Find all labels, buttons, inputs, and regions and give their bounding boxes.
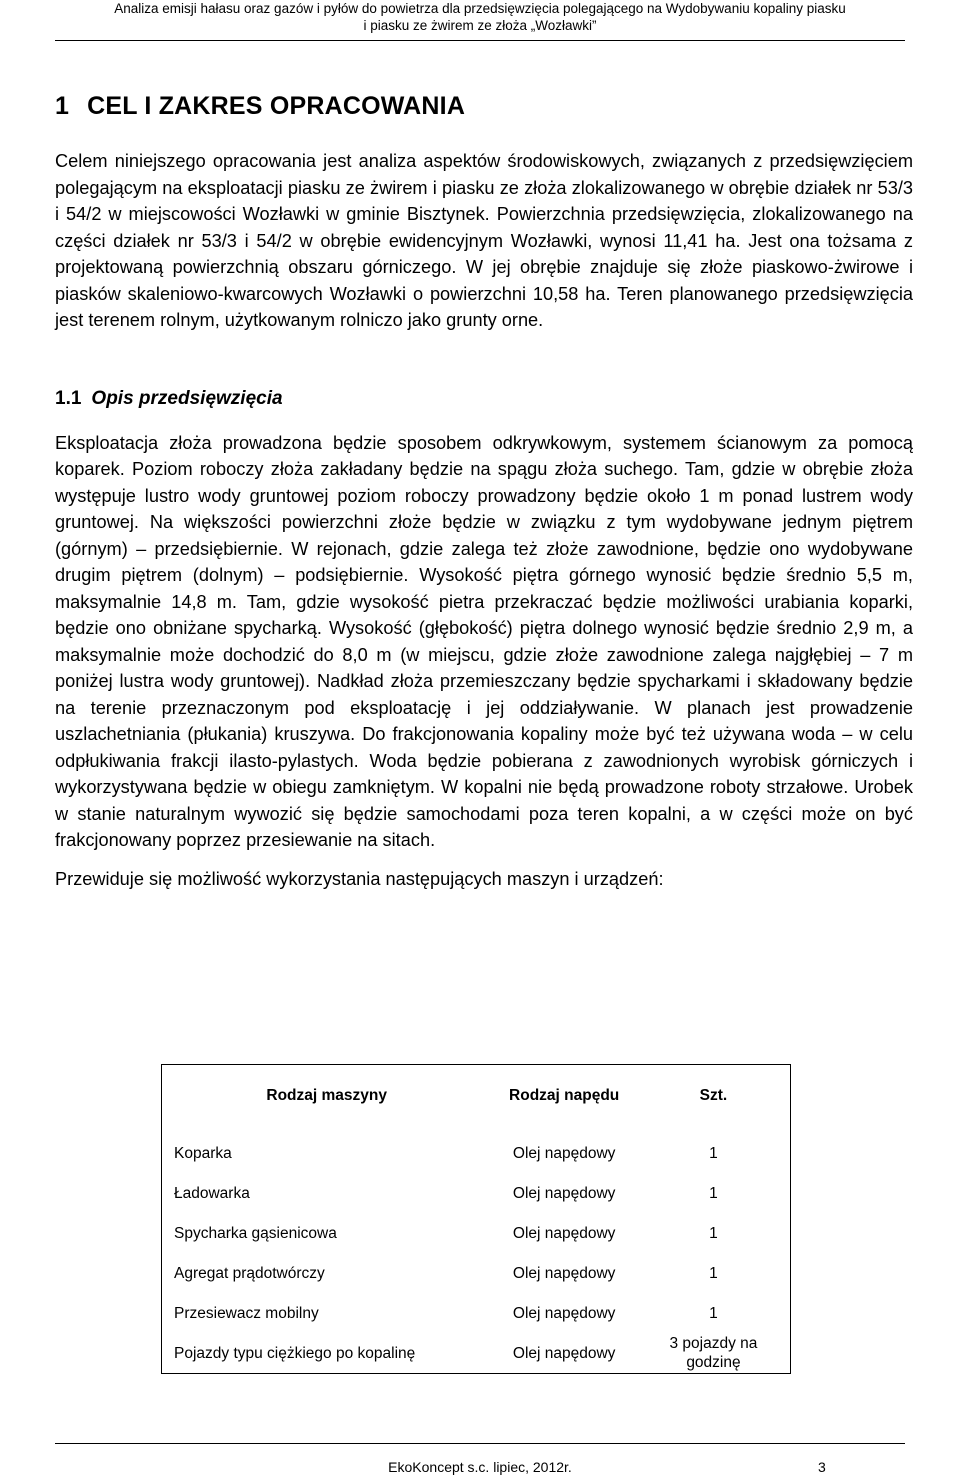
machine-quantity: 1 <box>709 1144 718 1162</box>
subsection-number: 1.1 <box>55 387 82 409</box>
subsection-body-paragraph: Eksploatacja złoża prowadzona będzie sposobem odkrywkowym, systemem ścianowym za pomocą koparek. Poziom roboczy złoża zakładany będzie na spągu złoża suchego. Tam, gdzie w obrębie złoża występuje lustro wody gruntowej poziom roboczy prowadzony będzie około 1 m ponad lustrem wody gruntowej. Na większości powierzchni złoże będzie w związku z tym wydobywane jednym piętrem (górnym) – przedsiębiernie. W rejonach, gdzie zalega też złoże zawodnione, będzie ono wydobywane drugim piętrem (dolnym) – podsiębiernie. Wysokość piętra górnego wynosić będzie średnio 5,5 m, maksymalnie 14,8 m. Tam, gdzie wysokość pietra przekraczać będzie możliwości urabiania koparki, będzie ono obniżane spycharką. Wysokość (głębokość) piętra dolnego wynosić będzie średnio 2,9 m, a maksymalnie może dochodzić do 8,0 m (w miejscu, gdzie złoże zawodnione zalega najgłębiej – 7 m poniżej lustra wody gruntowej). Nadkład złoża przemieszczany będzie spycharkami i składowany będzie na terenie przeznaczonym pod eksploatację i jej oddziaływanie. W planach jest prowadzenie uszlachetniania (płukania) kruszywa. Do frakcjonowania kopaliny może być też używana woda – w celu odpłukiwania frakcji ilasto-pylastych. Woda będzie pobierana z zawodnionych wyrobisk górniczych i wykorzystywana będzie w obiegu zamkniętym. W kopalni nie będą prowadzone roboty strzałowe. Urobek w stanie naturalnym wywozić się będzie samochodami poza teren kopalni, a w części może on być frakcjonowany poprzez przesiewanie na sitach. <box>55 432 913 850</box>
machine-name: Ładowarka <box>174 1184 250 1202</box>
machine-name: Przesiewacz mobilny <box>174 1304 319 1322</box>
section-heading <box>55 92 913 121</box>
machine-quantity: 1 <box>709 1184 718 1202</box>
running-header <box>0 0 960 34</box>
table-row <box>162 1213 791 1253</box>
header-quantity: Szt. <box>699 1086 728 1104</box>
machine-name: Agregat prądotwórczy <box>174 1264 325 1282</box>
machine-drive: Olej napędowy <box>512 1264 616 1282</box>
footer-divider <box>55 1443 905 1444</box>
section-intro-paragraph: Celem niniejszego opracowania jest analiza aspektów środowiskowych, związanych z przedsięwzięciem polegającym na eksploatacji piasku ze żwirem i piasku ze złoża zlokalizowanego w obrębie działek nr 53/3 i 54/2 w miejscowości Wozławki w gminie Bisztynek. Powierzchnia przedsięwzięcia, zlokalizowanego na części działek nr 53/3 i 54/2 w obrębie ewidencyjnym Wozławki, wynosi 11,41 ha. Jest ona tożsama z projektowaną powierzchnią obszaru górniczego. W jej obrębie znajduje się złoże piaskowo-żwirowe i piasków skaleniowo-kwarcowych Wozławki o powierzchni 10,58 ha. Teren planowanego przedsięwzięcia jest terenem rolnym, użytkowanym rolniczo jako grunty orne. <box>55 151 913 330</box>
machine-quantity: 1 <box>709 1304 718 1322</box>
main-content <box>55 92 913 892</box>
subsection-heading <box>55 386 913 412</box>
machine-drive: Olej napędowy <box>512 1304 616 1322</box>
machine-drive: Olej napędowy <box>512 1224 616 1242</box>
subsection-title: Opis przedsięwzięcia <box>91 387 283 409</box>
machine-name: Pojazdy typu ciężkiego po kopalinę <box>174 1344 416 1362</box>
footer-credit: EkoKoncept s.c. lipiec, 2012r. <box>388 1459 572 1475</box>
machines-table <box>161 1064 791 1374</box>
header-drive-type: Rodzaj napędu <box>509 1086 620 1104</box>
machine-quantity: 1 <box>709 1264 718 1282</box>
machines-intro-paragraph: Przewiduje się możliwość wykorzystania następujących maszyn i urządzeń: <box>55 868 664 889</box>
table-row <box>162 1333 791 1374</box>
table-row <box>162 1253 791 1293</box>
page-number: 3 <box>818 1459 826 1475</box>
header-machine-type: Rodzaj maszyny <box>266 1086 387 1104</box>
machine-drive: Olej napędowy <box>512 1144 616 1162</box>
table-header-row <box>162 1065 791 1126</box>
machine-drive: Olej napędowy <box>512 1184 616 1202</box>
section-number: 1 <box>55 92 70 120</box>
running-header-line-2: i piasku ze żwirem ze złoża „Wozławki” <box>363 18 597 33</box>
section-title: CEL I ZAKRES OPRACOWANIA <box>87 92 466 120</box>
table-row <box>162 1125 791 1173</box>
header-divider <box>55 40 905 41</box>
machine-name: Koparka <box>174 1144 232 1162</box>
machine-name: Spycharka gąsienicowa <box>174 1224 337 1242</box>
machine-quantity: 3 pojazdy na godzinę <box>669 1335 758 1371</box>
running-header-line-1: Analiza emisji hałasu oraz gazów i pyłów do powietrza dla przedsięwzięcia polegającego na Wydobywaniu kopaliny piasku <box>114 1 846 16</box>
table-row <box>162 1293 791 1333</box>
table-row <box>162 1173 791 1213</box>
machine-drive: Olej napędowy <box>512 1344 616 1362</box>
machine-quantity: 1 <box>709 1224 718 1242</box>
